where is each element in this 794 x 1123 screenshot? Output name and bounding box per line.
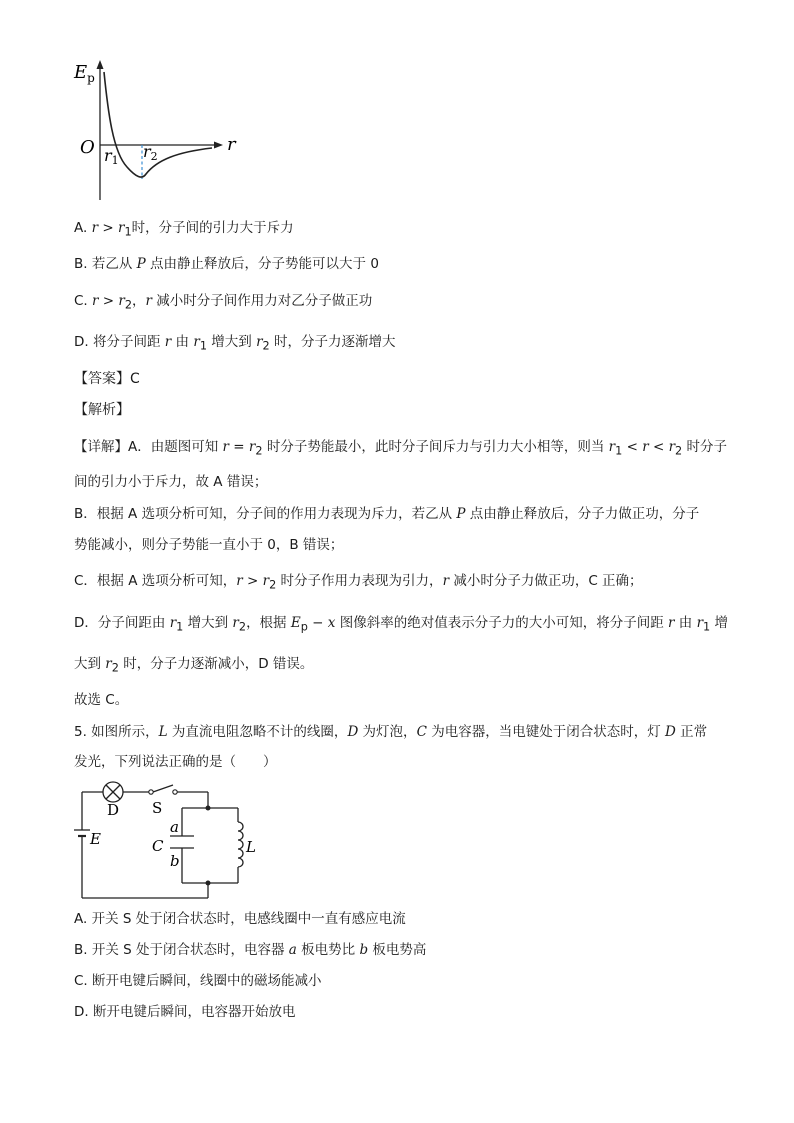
origin-label: O (80, 137, 95, 158)
q4-answer: 【答案】C (74, 371, 140, 387)
q5-stem-line2: 发光，下列说法正确的是（ ） (74, 754, 277, 770)
q4-option-b: B. 若乙从 P 点由静止释放后，分子势能可以大于 0 (74, 256, 379, 272)
junction-top (206, 806, 211, 811)
q4-detail-c: C．根据 A 选项分析可知，$r > r_2$ 时分子作用力表现为引力，r 减小时分子力做正功，C 正确； (74, 573, 643, 592)
switch-contact-right (173, 790, 177, 794)
q5-option-c: C. 断开电键后瞬间，线圈中的磁场能减小 (74, 973, 322, 989)
lc-circuit-diagram (62, 778, 272, 903)
plate-a-label: a (170, 818, 179, 836)
q4-option-c: C. $r > r_2$，r 减小时分子间作用力对乙分子做正功 (74, 293, 373, 312)
capacitor-label: C (152, 837, 164, 855)
y-axis-label: $E_p$ (74, 62, 95, 85)
q4-detail-d-line1: D．分子间距由 $r_1$ 增大到 $r_2$，根据 $E_p - x$ 图像斜率的绝对值表示分子力的大小可知，将分子间距 r 由 $r_1$ 增 (74, 615, 728, 634)
switch-contact-left (149, 790, 153, 794)
q4-detail-a-line2: 间的引力小于斥力，故 A 错误； (74, 474, 268, 490)
junction-bottom (206, 881, 211, 886)
q5-option-d: D. 断开电键后瞬间，电容器开始放电 (74, 1004, 296, 1020)
x-axis-label: r (227, 134, 236, 155)
inductor-label: L (246, 838, 256, 856)
q4-detail-d-line2: 大到 $r_2$ 时，分子力逐渐减小，D 错误。 (74, 656, 314, 675)
switch-blade (153, 785, 173, 792)
inductor-coil (238, 822, 243, 867)
q5-stem-line1: 5. 如图所示，L 为直流电阻忽略不计的线圈，D 为灯泡，C 为电容器，当电键处于闭合状态时，灯 D 正常 (74, 724, 708, 740)
q4-detail-a-line1: 【详解】A．由题图可知 $r = r_2$ 时分子势能最小，此时分子间斥力与引力大小相等，则当 $r_1 < r < r_2$ 时分子 (74, 439, 727, 458)
q5-option-b: B. 开关 S 处于闭合状态时，电容器 a 板电势比 b 板电势高 (74, 942, 427, 958)
potential-curve (104, 72, 212, 177)
plate-b-label: b (170, 852, 180, 870)
q4-detail-b-line2: 势能减小，则分子势能一直小于 0，B 错误； (74, 537, 344, 553)
q5-option-a: A. 开关 S 处于闭合状态时，电感线圈中一直有感应电流 (74, 911, 406, 927)
q4-detail-b-line1: B．根据 A 选项分析可知，分子间的作用力表现为斥力，若乙从 P 点由静止释放后，分子力做正功，分子 (74, 506, 700, 522)
q4-conclusion: 故选 C。 (74, 692, 129, 708)
r2-label: r2 (143, 142, 158, 163)
y-axis-arrow (97, 60, 104, 69)
x-axis-arrow (214, 142, 223, 149)
q4-option-d: D. 将分子间距 r 由 $r_1$ 增大到 $r_2$ 时，分子力逐渐增大 (74, 334, 396, 353)
q4-analysis-heading: 【解析】 (74, 402, 130, 418)
switch-label: S (152, 799, 163, 817)
battery-label: E (90, 830, 101, 848)
q4-option-a: A. $r > r_1$时，分子间的引力大于斥力 (74, 220, 294, 239)
potential-energy-graph (72, 52, 252, 204)
r1-label: r1 (104, 146, 119, 167)
lamp-label: D (107, 801, 120, 819)
